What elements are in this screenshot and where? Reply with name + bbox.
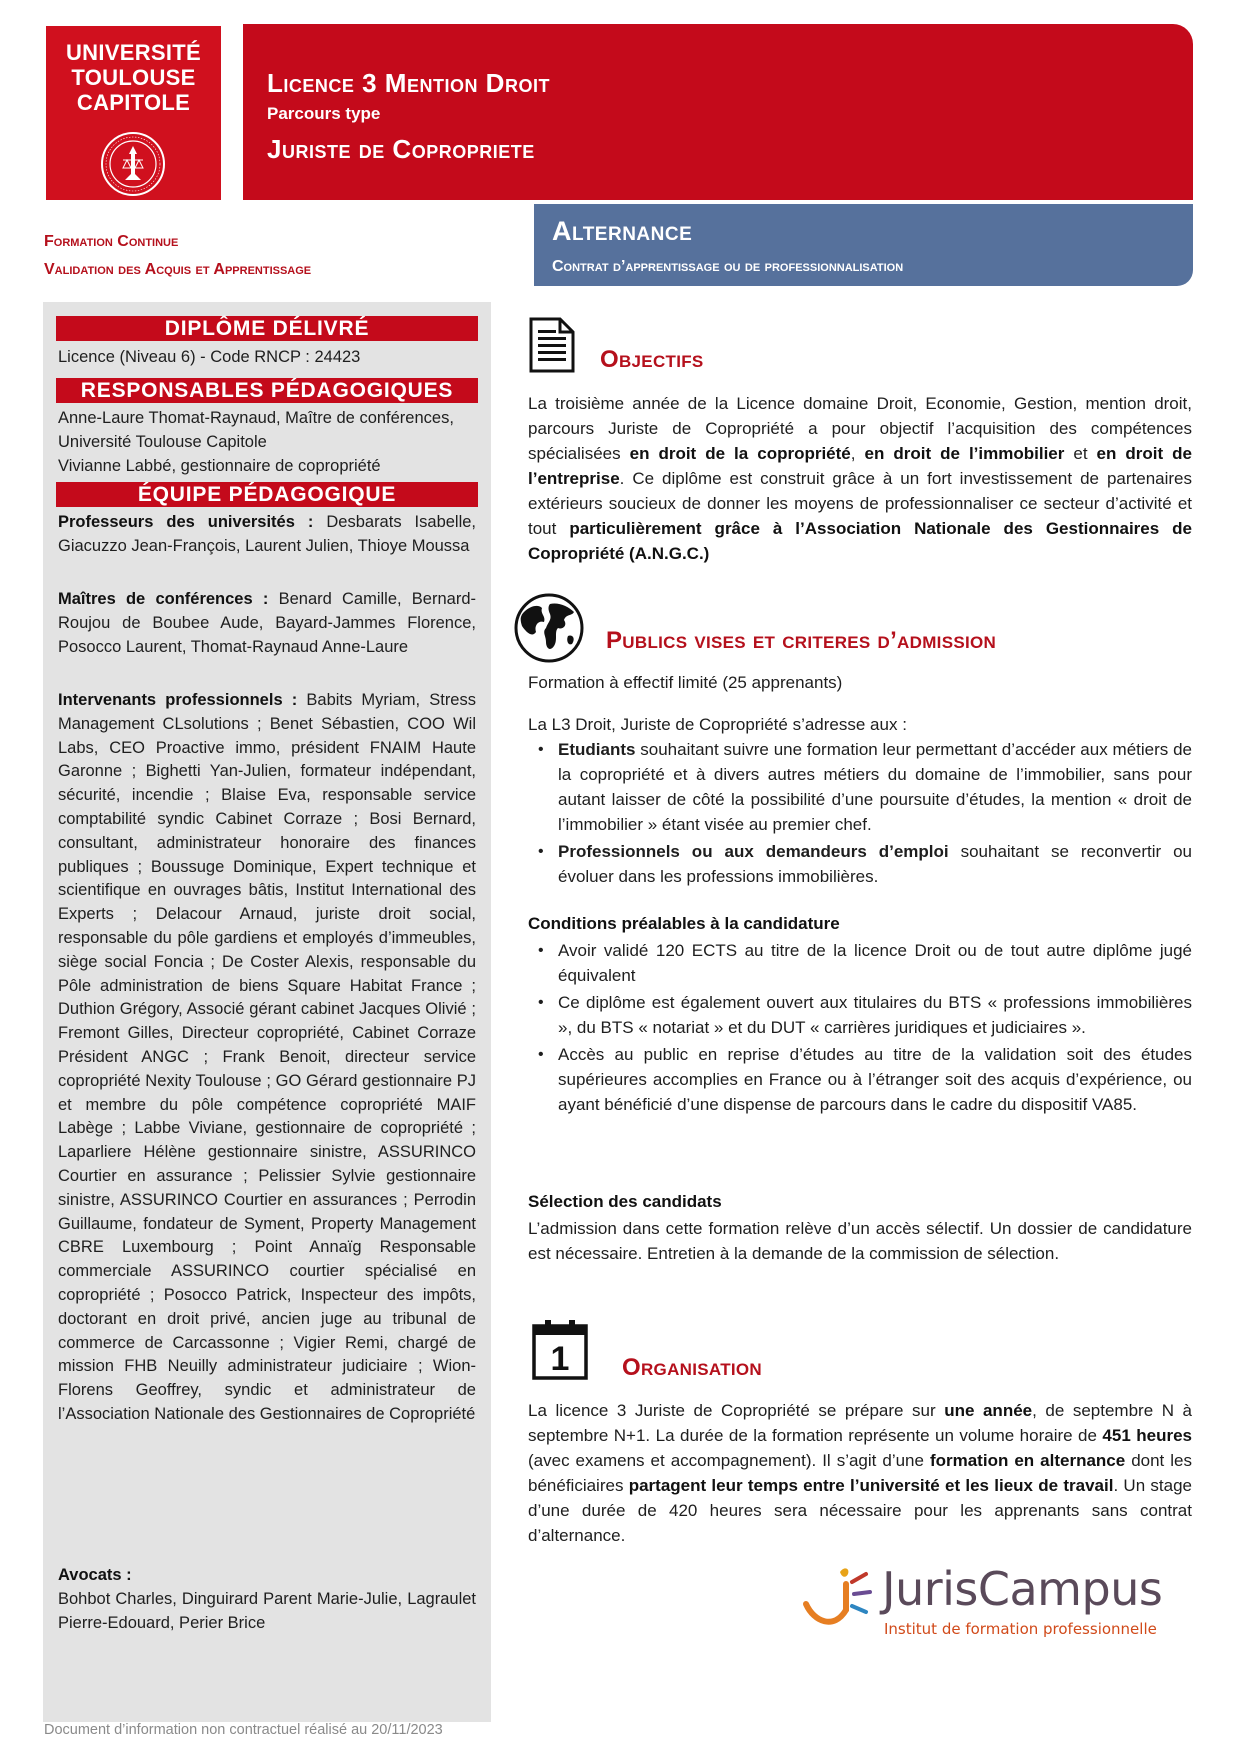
organisation-text-2: , de septembre N à septembre N+1. La durée de la formation représente un volume horaire de (528, 1401, 1192, 1445)
organisation-text-5: . Un stage d’une durée de 420 heures sera nécessaire pour les apprenants sans contrat d’alternance. (528, 1476, 1192, 1545)
list-item: • Accès au public en reprise d’études au titre de la validation soit des études supérieures accomplies en France ou à l’étranger soit des acquis d’expérience, ou ayant bénéficié d’une dispense de parcours dans le cadre du dispositif VA85. (528, 1042, 1192, 1117)
list-item (528, 839, 1192, 889)
objectifs-text-1: La troisième année de la Licence domaine Droit, Economie, Gestion, mention droit, parcours Juriste de Copropriété a pour objectif l’acquisition des compétences spécialisées (528, 394, 1192, 463)
maitres-text: Benard Camille, Bernard-Roujou de Boubee Aude, Bayard-Jammes Florence, Posocco Laurent, Thomat-Raynaud Anne-Laure (58, 590, 476, 656)
logo-line-1: UNIVERSITÉ (65, 40, 202, 65)
avocats-paragraph (58, 1564, 476, 1635)
objectifs-bold-4: particulièrement grâce à l’Association Nationale des Gestionnaires de Copropriété (A.N.G.C.) (528, 519, 1192, 563)
maitres-paragraph (58, 588, 476, 659)
organisation-text-4: dont les bénéficiaires (528, 1451, 1192, 1495)
formation-mode-line-2: Validation des Acquis et Apprentissage (44, 261, 312, 278)
logo-line-3: CAPITOLE (76, 90, 191, 115)
calendar-icon (530, 1318, 590, 1382)
publics-title: Publics vises et criteres d’admission (606, 627, 997, 654)
alternance-banner (534, 204, 1193, 286)
organisation-title: Organisation (622, 1354, 763, 1381)
responsables-heading: RESPONSABLES PÉDAGOGIQUES (56, 378, 478, 403)
title-banner (243, 24, 1193, 200)
objectifs-bold-3: en droit de l’entreprise (528, 444, 1192, 488)
organisation-bold-2: 451 heures (1102, 1426, 1192, 1445)
juriscampus-tagline: Institut de formation professionnelle (884, 1620, 1157, 1638)
globe-icon (512, 592, 586, 664)
document-icon (528, 317, 576, 373)
diplome-text: Licence (Niveau 6) - Code RNCP : 24423 (58, 348, 361, 366)
maitres-label: Maîtres de conférences : (58, 590, 269, 608)
responsable-2: Vivianne Labbé, gestionnaire de copropriété (58, 457, 381, 475)
equipe-heading: ÉQUIPE PÉDAGOGIQUE (56, 482, 478, 507)
objectifs-text-3: et (1064, 444, 1097, 463)
intervenants-paragraph (58, 689, 476, 1427)
organisation-bold-3: formation en alternance (929, 1451, 1126, 1470)
publics-intro: La L3 Droit, Juriste de Copropriété s’adresse aux : (528, 715, 907, 734)
publics-item-2-text: souhaitant se reconvertir ou évoluer dans les professions immobilières. (558, 842, 1193, 886)
organisation-bold-4: partagent leur temps entre l’université et les lieux de travail (628, 1476, 1114, 1495)
publics-list (528, 737, 1192, 891)
footer-note: Document d’information non contractuel réalisé au 20/11/2023 (44, 1722, 443, 1738)
list-item: • Avoir validé 120 ECTS au titre de la licence Droit ou de tout autre diplôme jugé équivalent (528, 938, 1192, 988)
program-subtitle: Parcours type (267, 104, 381, 123)
list-item: • Ce diplôme est également ouvert aux titulaires du BTS « professions immobilières », du BTS « notariat » et du DUT « carrières juridiques et judiciaires ». (528, 990, 1192, 1040)
juriscampus-brand: JurisCampus (882, 1562, 1163, 1616)
organisation-bold-1: une année (944, 1401, 1033, 1420)
alternance-title: Alternance (552, 216, 693, 246)
organisation-paragraph (528, 1398, 1192, 1548)
professeurs-label: Professeurs des universités : (58, 513, 314, 531)
objectifs-text-4: . Ce diplôme est construit grâce à un fort investissement de partenaires extérieurs soucieux de donner les moyens de professionnaliser ce secteur d’activité et tout (528, 469, 1192, 538)
selection-heading: Sélection des candidats (528, 1192, 722, 1211)
juriscampus-logo (800, 1560, 1180, 1640)
responsable-1: Anne-Laure Thomat-Raynaud, Maître de conférences, Université Toulouse Capitole (58, 409, 454, 451)
publics-item-1-bold: Etudiants (558, 740, 636, 759)
university-seal-icon (99, 130, 167, 198)
avocats-label: Avocats : (58, 1566, 132, 1584)
objectifs-bold-2: en droit de l’immobilier (864, 444, 1065, 463)
diplome-heading: DIPLÔME DÉLIVRÉ (56, 316, 478, 341)
calendar-number: 1 (550, 1340, 570, 1378)
organisation-text-3: (avec examens et accompagnement). Il s’agit d’une (528, 1451, 930, 1470)
selection-text: L’admission dans cette formation relève d’un accès sélectif. Un dossier de candidature est nécessaire. Entretien à la demande de la commission de sélection. (528, 1219, 1192, 1263)
formation-mode-line-1: Formation Continue (44, 233, 179, 250)
professeurs-text: Desbarats Isabelle, Giacuzzo Jean-François, Laurent Julien, Thioye Moussa (58, 513, 477, 555)
intervenants-label: Intervenants professionnels : (58, 691, 298, 709)
university-logo (46, 26, 221, 200)
program-title: Licence 3 Mention Droit (267, 68, 550, 98)
conditions-list (528, 938, 1192, 1119)
avocats-text: Bohbot Charles, Dinguirard Parent Marie-Julie, Lagraulet Pierre-Edouard, Perier Brice (58, 1589, 476, 1632)
conditions-heading: Conditions préalables à la candidature (528, 914, 840, 933)
objectifs-paragraph (528, 391, 1192, 566)
logo-line-2: TOULOUSE (71, 65, 196, 90)
publics-item-1-text: souhaitant suivre une formation leur permettant d’accéder aux métiers de la copropriété et à divers autres métiers du domaine de l’immobilier, sans pour autant laisser de côté la possibilité d’une poursuite d’études, la mention « droit de l’immobilier » étant visée au premier chef. (558, 740, 1192, 834)
objectifs-title: Objectifs (600, 346, 704, 373)
alternance-subtitle: Contrat d’apprentissage ou de professionnalisation (552, 258, 904, 275)
professeurs-paragraph (58, 511, 476, 559)
objectifs-bold-1: en droit de la copropriété (629, 444, 851, 463)
formation-mode (44, 228, 311, 284)
publics-item-2-bold: Professionnels ou aux demandeurs d’emploi (558, 842, 949, 861)
intervenants-text: Babits Myriam, Stress Management CLsolutions ; Benet Sébastien, COO Wil Labs, CEO Proactive immo, président FNAIM Haute Garonne ; Bighetti Yan-Julien, formateur indépendant, sécurité, incendie ; Blaise Eva, responsable service comptabilité syndic Cabinet Corraze ; Bosi Bernard, consultant, administrateur honoraire des finances publiques ; Boussuge Dominique, Expert technique et scientifique en ouvrages bâtis, Institut International des Experts ; Delacour Arnaud, juriste droit social, responsable du pôle gardiens et employés d’immeubles, siège social Foncia ; De Coster Alexis, responsable du Pôle administration de biens Square Habitat France ; Duthion Grégory, Associé gérant cabinet Jacques Olivié ; Fremont Gilles, Directeur copropriété, Cabinet Corraze Président ANGC ; Frank Benoit, directeur service copropriété Nexity Toulouse ; GO Gérard gestionnaire PJ et membre du pôle compétence copropriété MAIF Labège ; Labbe Viviane, gestionnaire de copropriété ; Laparliere Hélène gestionnaire sinistre, ASSURINCO Courtier en assurance ; Pelissier Sylvie gestionnaire sinistre, ASSURINCO Courtier en assurances ; Perrodin Guillaume, fondateur de Syment, Property Management CBRE Luxembourg ; Point Annaïg Responsable commerciale ASSURINCO courtier spécialisé en copropriété ; Posocco Patrick, Inspecteur des impôts, doctorant en droit privé, ancien juge au tribunal de commerce de Carcassonne ; Vigier Remi, chargé de mission FHB Neuilly administrateur judiciaire ; Wion-Florens Geoffrey, syndic et administrateur de l’Association Nationale des Gestionnaires de Copropriété (58, 691, 476, 1423)
program-track: Juriste de Copropriete (267, 134, 535, 164)
objectifs-text-2: , (850, 444, 865, 463)
organisation-text-1: La licence 3 Juriste de Copropriété se prépare sur (528, 1401, 945, 1420)
effectif-text: Formation à effectif limité (25 apprenants) (528, 673, 843, 692)
list-item (528, 737, 1192, 837)
juriscampus-mark-icon (800, 1564, 880, 1634)
